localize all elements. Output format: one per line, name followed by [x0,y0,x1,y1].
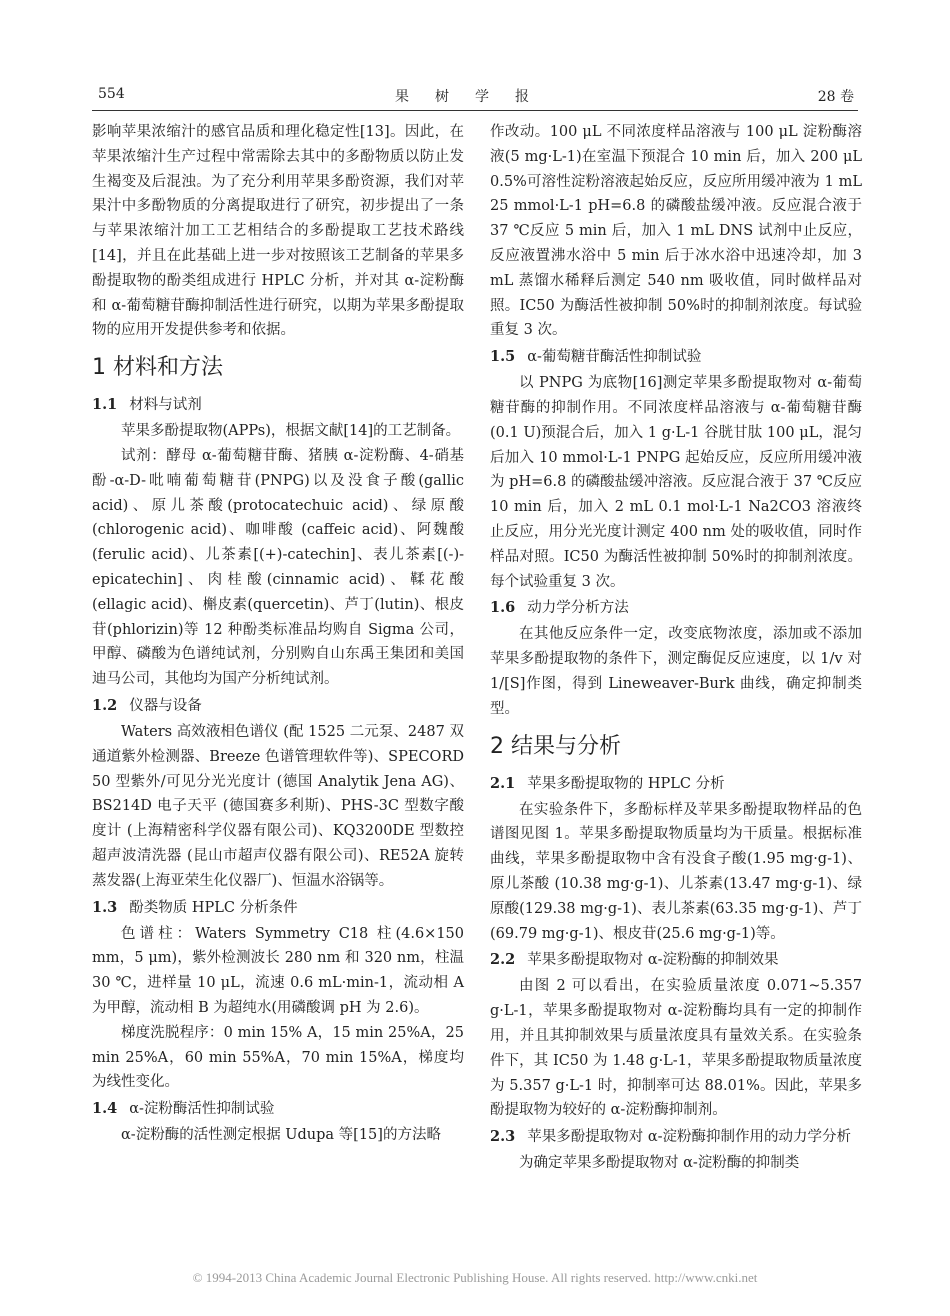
subsection-heading [490,772,862,796]
page-number: 554 [98,86,125,102]
body-paragraph: 由图 2 可以看出，在实验质量浓度 0.071~5.357 g·L-1，苹果多酚提取物对 α-淀粉酶均具有一定的抑制作用，并且其抑制效果与质量浓度具有量效关系。在实验条件下，其 IC50 为 1.48 g·L-1，苹果多酚提取物质量浓度为 5.357 g·L-1 时，抑制率可达 88.01%。因此，苹果多酚提取物为较好的 α-淀粉酶抑制剂。 [490,978,862,1119]
body-paragraph: 在其他反应条件一定，改变底物浓度，添加或不添加苹果多酚提取物的条件下，测定酶促反应速度，以 1/v 对 1/[S]作图，得到 Lineweaver-Burk 曲线，确定抑制类型。 [490,626,862,717]
section-heading: 2 结果与分析 [490,733,621,759]
body-paragraph: 在实验条件下，多酚标样及苹果多酚提取物样品的色谱图见图 1。苹果多酚提取物质量均为干质量。根据标准曲线，苹果多酚提取物中含有没食子酸(1.95 mg·g-1)、原儿茶酸 (10.38 mg·g-1)、儿茶素(13.47 mg·g-1)、绿原酸(129.38 mg·g-1)、表儿茶素(63.35 mg·g-1)、芦丁 (69.79 mg·g-1)、根皮苷(25.6 mg·g-1)等。 [490,801,862,942]
subsection-number: 2.2 [490,951,516,969]
volume-label: 28 卷 [817,89,854,105]
subsection-title: 材料与试剂 [129,397,202,414]
subsection-heading [92,896,464,920]
subsection-number: 1.3 [92,898,118,916]
subsection-number: 1.4 [92,1100,118,1118]
subsection-title: 苹果多酚提取物对 α-淀粉酶的抑制效果 [527,952,779,969]
body-paragraph: 影响苹果浓缩汁的感官品质和理化稳定性[13]。因此，在苹果浓缩汁生产过程中常需除去其中的多酚物质以防止发生褐变及后混浊。为了充分利用苹果多酚资源，我们对苹果汁中多酚物质的分离提取进行了研究，初步提出了一条与苹果浓缩汁加工工艺相结合的多酚提取工艺技术路线[14]，并且在此基础上进一步对按照该工艺制备的苹果多酚提取物的酚类组成进行 HPLC 分析，并对其 α-淀粉酶和 α-葡萄糖苷酶抑制活性进行研究，以期为苹果多酚提取物的应用开发提供参考和依据。 [92,124,464,339]
subsection-heading [92,393,464,417]
left-column [92,120,464,1148]
subsection-title: α-葡萄糖苷酶活性抑制试验 [527,349,702,366]
subsection-title: 仪器与设备 [129,697,202,714]
body-paragraph: 梯度洗脱程序：0 min 15% A，15 min 25%A，25 min 25%A，60 min 55%A，70 min 15%A，梯度均为线性变化。 [92,1024,464,1091]
subsection-heading [490,1125,862,1149]
copyright-footer: © 1994-2013 China Academic Journal Electronic Publishing House. All rights reserved. http://www.cnki.net [192,1270,758,1285]
body-paragraph: 色谱柱：Waters Symmetry C18 柱(4.6×150 mm，5 μm)，紫外检测波长 280 nm 和 320 nm，柱温 30 ℃，进样量 10 μL，流速 0.6 mL·min-1，流动相 A 为甲醇，流动相 B 为超纯水(用磷酸调 pH 为 2.6)。 [92,925,464,1016]
subsection-title: 动力学分析方法 [527,600,629,617]
subsection-heading [92,1097,464,1121]
subsection-number: 2.1 [490,774,516,792]
body-paragraph: Waters 高效液相色谱仪 (配 1525 二元泵、2487 双通道紫外检测器、Breeze 色谱管理软件等)、SPECORD 50 型紫外/可见分光光度计 (德国 Analytik Jena AG)、BS214D 电子天平 (德国赛多利斯)、PHS-3C 型数字酸度计 (上海精密科学仪器有限公司)、KQ3200DE 型数控超声波清洗器 (昆山市超声仪器有限公司)、RE52A 旋转蒸发器(上海亚荣生化仪器厂)、恒温水浴锅等。 [92,723,464,889]
journal-title: 果树学报 [395,89,555,105]
subsection-title: 苹果多酚提取物的 HPLC 分析 [527,775,725,792]
subsection-heading [490,948,862,972]
subsection-number: 1.6 [490,599,516,617]
running-header [92,86,858,108]
body-paragraph: α-淀粉酶的活性测定根据 Udupa 等[15]的方法略 [121,1127,441,1144]
subsection-heading [490,596,862,620]
subsection-number: 2.3 [490,1128,516,1146]
subsection-number: 1.2 [92,696,118,714]
subsection-title: 苹果多酚提取物对 α-淀粉酶抑制作用的动力学分析 [527,1129,852,1146]
right-column [490,120,862,1176]
subsection-title: α-淀粉酶活性抑制试验 [129,1101,275,1118]
subsection-heading [92,694,464,718]
body-paragraph: 以 PNPG 为底物[16]测定苹果多酚提取物对 α-葡萄糖苷酶的抑制作用。不同浓度样品溶液与 α-葡萄糖苷酶(0.1 U)预混合后，加入 1 g·L-1 谷胱甘肽 100 μL，混匀后加入 10 mmol·L-1 PNPG 起始反应，反应所用缓冲液为 pH=6.8 的磷酸盐缓冲溶液。反应混合液于 37 ℃反应 10 min 后，加入 2 mL 0.1 mol·L-1 Na2CO3 溶液终止反应，用分光光度计测定 400 nm 处的吸收值，同时作样品对照。IC50 为酶活性被抑制 50%时的抑制剂浓度。每个试验重复 3 次。 [490,375,862,590]
header-rule [92,110,858,111]
body-paragraph: 作改动。100 μL 不同浓度样品溶液与 100 μL 淀粉酶溶液(5 mg·L-1)在室温下预混合 10 min 后，加入 200 μL 0.5%可溶性淀粉溶液起始反应，反应所用缓冲液为 1 mL 25 mmol·L-1 pH=6.8 的磷酸盐缓冲液。反应混合液于 37 ℃反应 5 min 后，加入 1 mL DNS 试剂中止反应，反应液置沸水浴中 5 min 后于冰水浴中迅速冷却，加 3 mL 蒸馏水稀释后测定 540 nm 吸收值，同时做样品对照。IC50 为酶活性被抑制 50%时的抑制剂浓度。每试验重复 3 次。 [490,124,862,339]
body-paragraph: 苹果多酚提取物(APPs)，根据文献[14]的工艺制备。 [121,423,461,440]
subsection-heading [490,345,862,369]
body-paragraph: 为确定苹果多酚提取物对 α-淀粉酶的抑制类 [519,1155,800,1172]
subsection-number: 1.5 [490,348,516,366]
subsection-title: 酚类物质 HPLC 分析条件 [129,899,298,916]
subsection-number: 1.1 [92,396,118,414]
body-paragraph: 试剂：酵母 α-葡萄糖苷酶、猪胰 α-淀粉酶、4-硝基酚-α-D-吡喃葡萄糖苷(PNPG)以及没食子酸(gallic acid)、原儿茶酸(protocatechuic acid)、绿原酸(chlorogenic acid)、咖啡酸 (caffeic acid)、阿魏酸(ferulic acid)、儿茶素[(+)-catechin]、表儿茶素[(-)-epicatechin]、肉桂酸(cinnamic acid)、鞣花酸(ellagic acid)、槲皮素(quercetin)、芦丁(lutin)、根皮苷(phlorizin)等 12 种酚类标准品均购自 Sigma 公司，甲醇、磷酸为色谱纯试剂，分别购自山东禹王集团和美国迪马公司，其他均为国产分析纯试剂。 [92,447,464,688]
section-heading: 1 材料和方法 [92,355,223,381]
